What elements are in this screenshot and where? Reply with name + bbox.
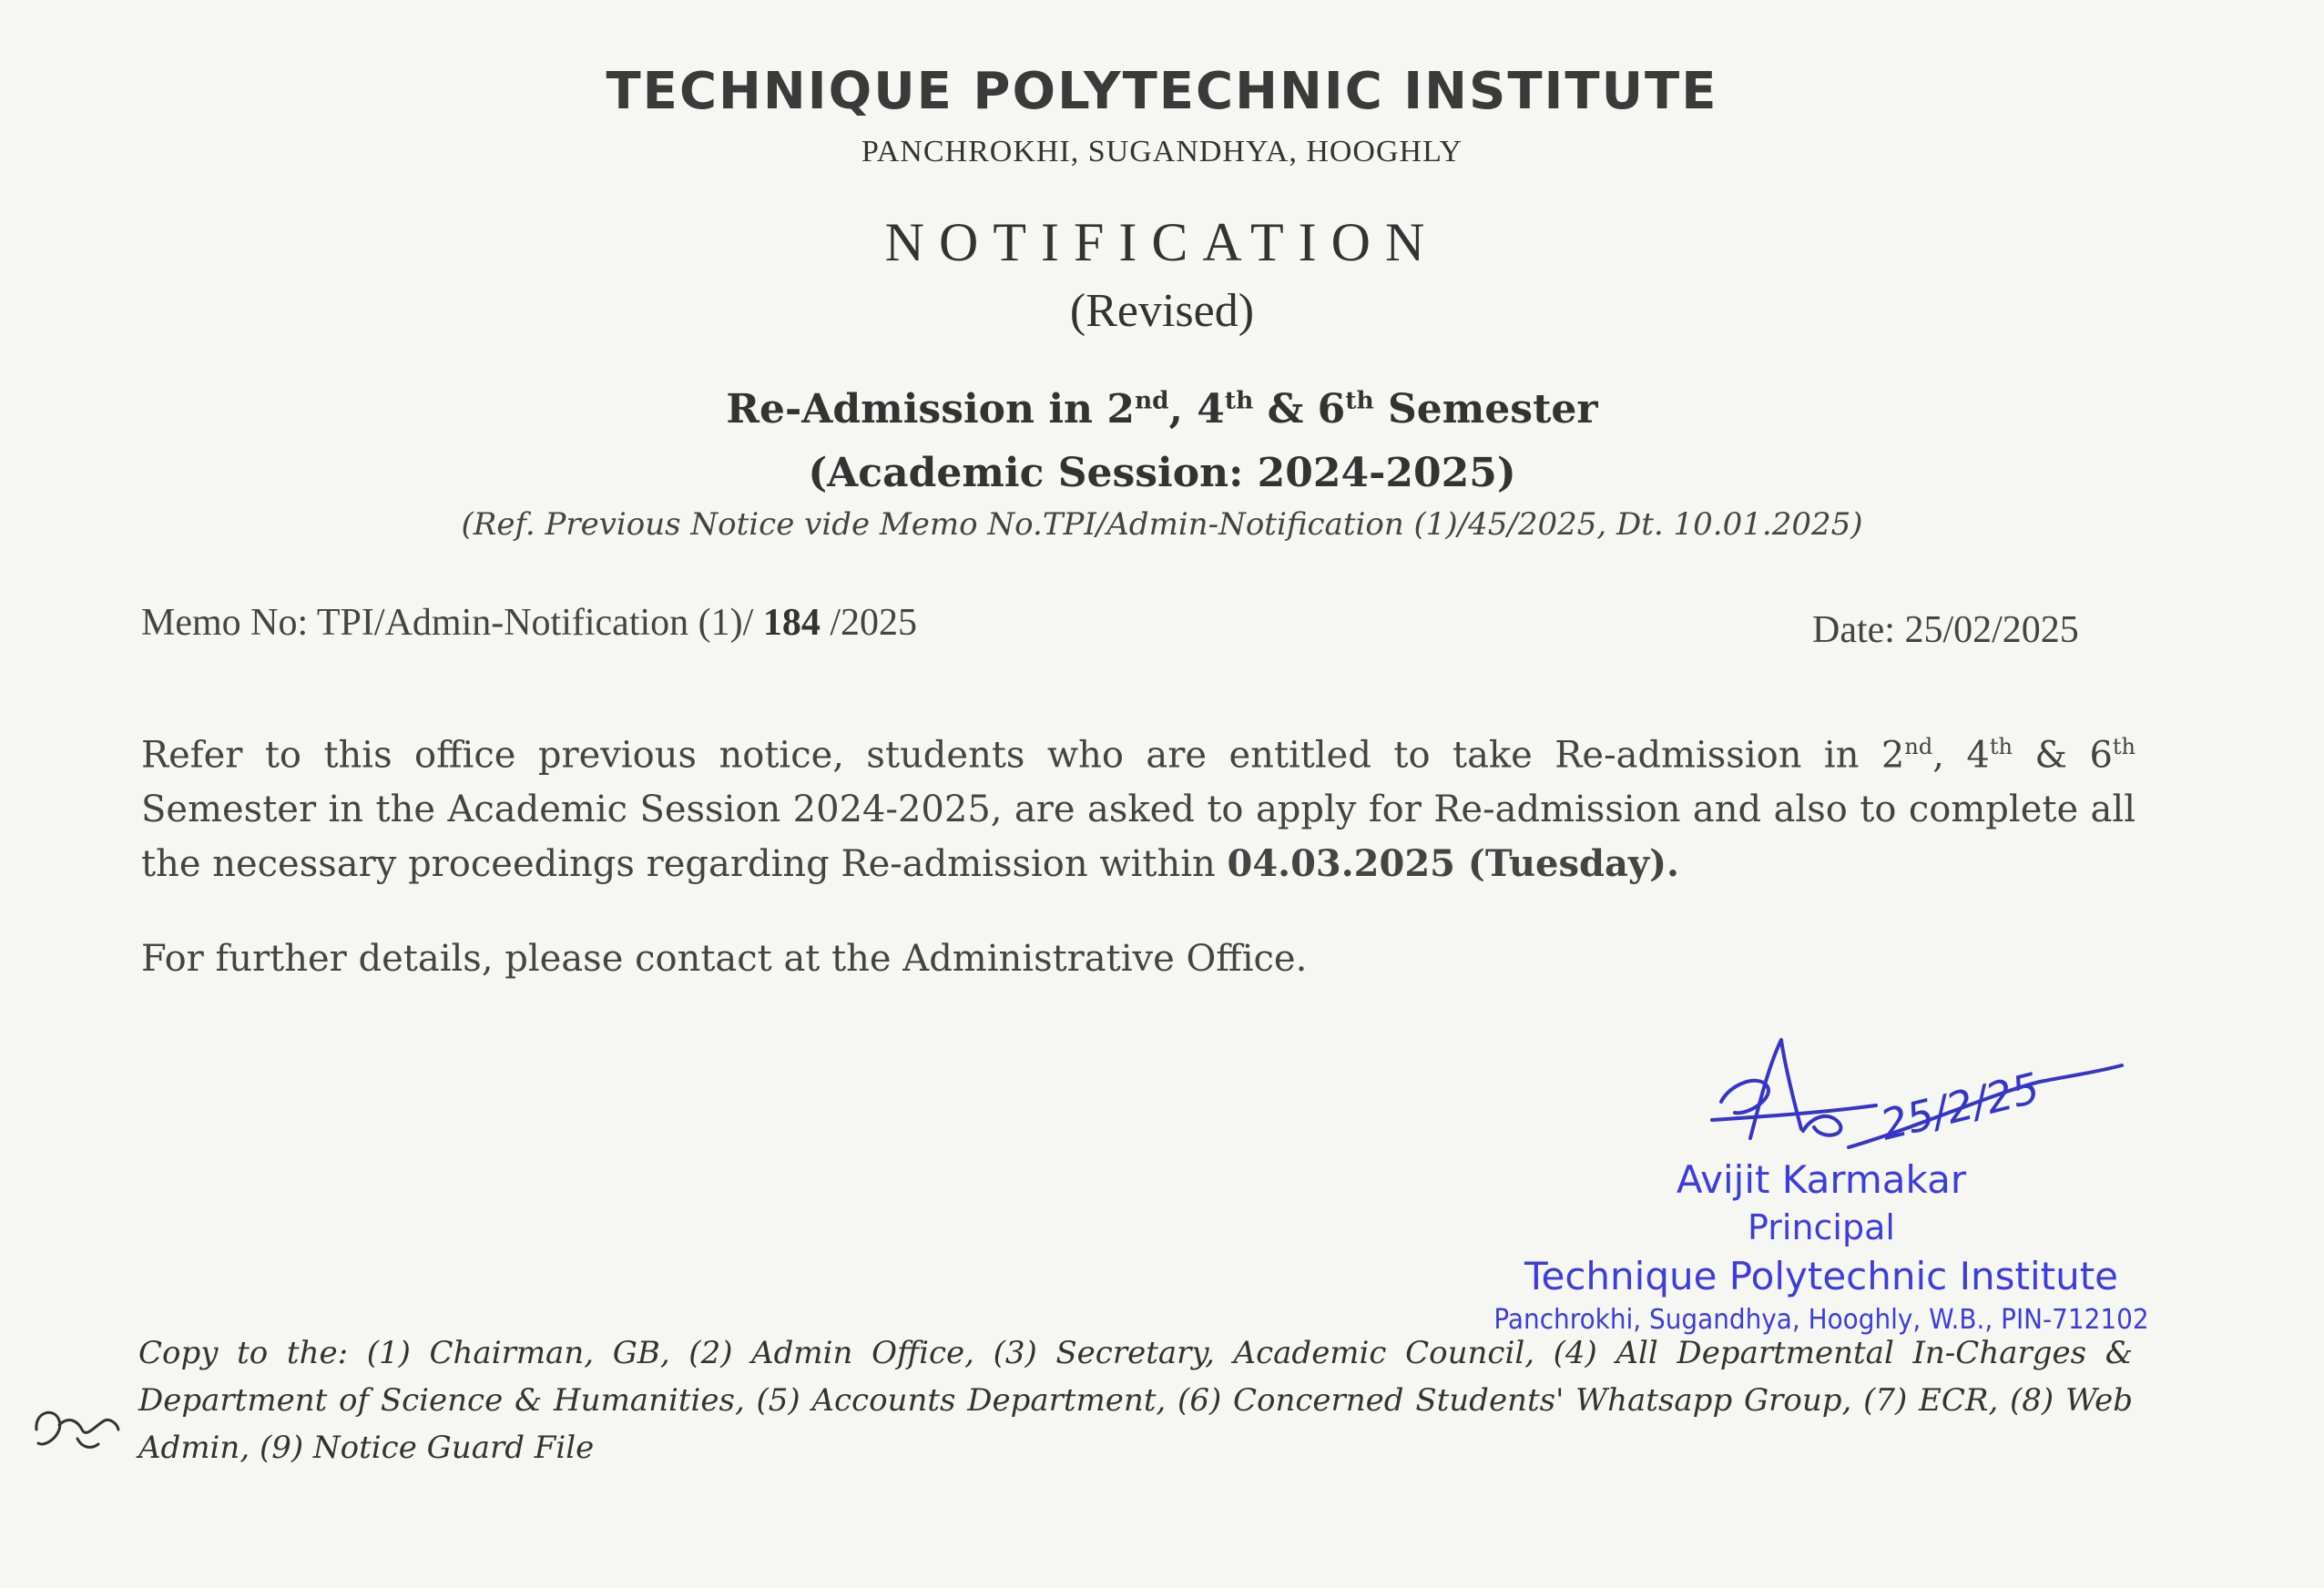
notification-subtitle: (Revised) bbox=[1069, 285, 1255, 337]
copy-to-list: Copy to the: (1) Chairman, GB, (2) Admin Office, (3) Secretary, Academic Council, (4) All Departmental In-Charges & Department of Science & Humanities, (5) Accounts Department, (6) Concerned Students' Whatsapp Group, (7) ECR, (8) Web Admin, (9) Notice Guard File bbox=[138, 1335, 2133, 1466]
memo-prefix: Memo No: TPI/Admin-Notification (1)/ bbox=[141, 602, 763, 644]
institute-address: PANCHROKHI, SUGANDHYA, HOOGHLY bbox=[861, 135, 1463, 168]
body-sup-3: th bbox=[2112, 734, 2136, 759]
subject-text-3: & 6 bbox=[1253, 386, 1346, 433]
memo-serial: 184 bbox=[762, 602, 821, 644]
body-text-c: & 6 bbox=[2012, 734, 2113, 777]
body-text-d: Semester in the Academic Session 2024-2025, are asked to apply for Re-admission and also to complete all the necessary proceedings regarding Re-admission within bbox=[141, 789, 2135, 886]
body-sup-2: th bbox=[1989, 734, 2013, 759]
principal-designation: Principal bbox=[1748, 1207, 1895, 1247]
memo-suffix: /2025 bbox=[820, 602, 917, 644]
body-text-b: , 4 bbox=[1932, 734, 1990, 777]
principal-stamp bbox=[1457, 1156, 2186, 1339]
subject-text-2: , 4 bbox=[1168, 386, 1225, 433]
stamp-address: Panchrokhi, Sugandhya, Hooghly, W.B., PIN-712102 bbox=[1493, 1304, 2149, 1336]
body-paragraph-2: For further details, please contact at the Administrative Office. bbox=[141, 938, 1308, 980]
stamp-institute: Technique Polytechnic Institute bbox=[1524, 1254, 2119, 1298]
initials-mark bbox=[27, 1393, 127, 1466]
subject-text-4: Semester bbox=[1373, 386, 1598, 433]
subject-sup-1: nd bbox=[1134, 386, 1169, 415]
subject-sup-2: th bbox=[1224, 386, 1254, 415]
signature-date: 25/2/25 bbox=[1875, 1063, 2044, 1150]
deadline: 04.03.2025 (Tuesday). bbox=[1227, 842, 1679, 886]
body-sup-1: nd bbox=[1904, 734, 1933, 759]
subject-sup-3: th bbox=[1345, 386, 1374, 415]
notice-subject bbox=[0, 386, 2324, 433]
principal-name: Avijit Karmakar bbox=[1676, 1157, 1967, 1202]
notification-title: NOTIFICATION bbox=[884, 212, 1440, 272]
body-text-a: Refer to this office previous notice, students who are entitled to take Re-admission in 2 bbox=[141, 734, 1905, 777]
reference-note: (Ref. Previous Notice vide Memo No.TPI/Admin-Notification (1)/45/2025, Dt. 10.01.2025) bbox=[461, 506, 1863, 543]
memo-number bbox=[141, 601, 917, 645]
body-paragraph-1 bbox=[141, 719, 2135, 891]
institute-name: TECHNIQUE POLYTECHNIC INSTITUTE bbox=[606, 62, 1718, 121]
subject-text-1: Re-Admission in 2 bbox=[726, 386, 1135, 433]
memo-date: Date: 25/02/2025 bbox=[1812, 609, 2079, 651]
academic-session: (Academic Session: 2024-2025) bbox=[808, 450, 1516, 496]
